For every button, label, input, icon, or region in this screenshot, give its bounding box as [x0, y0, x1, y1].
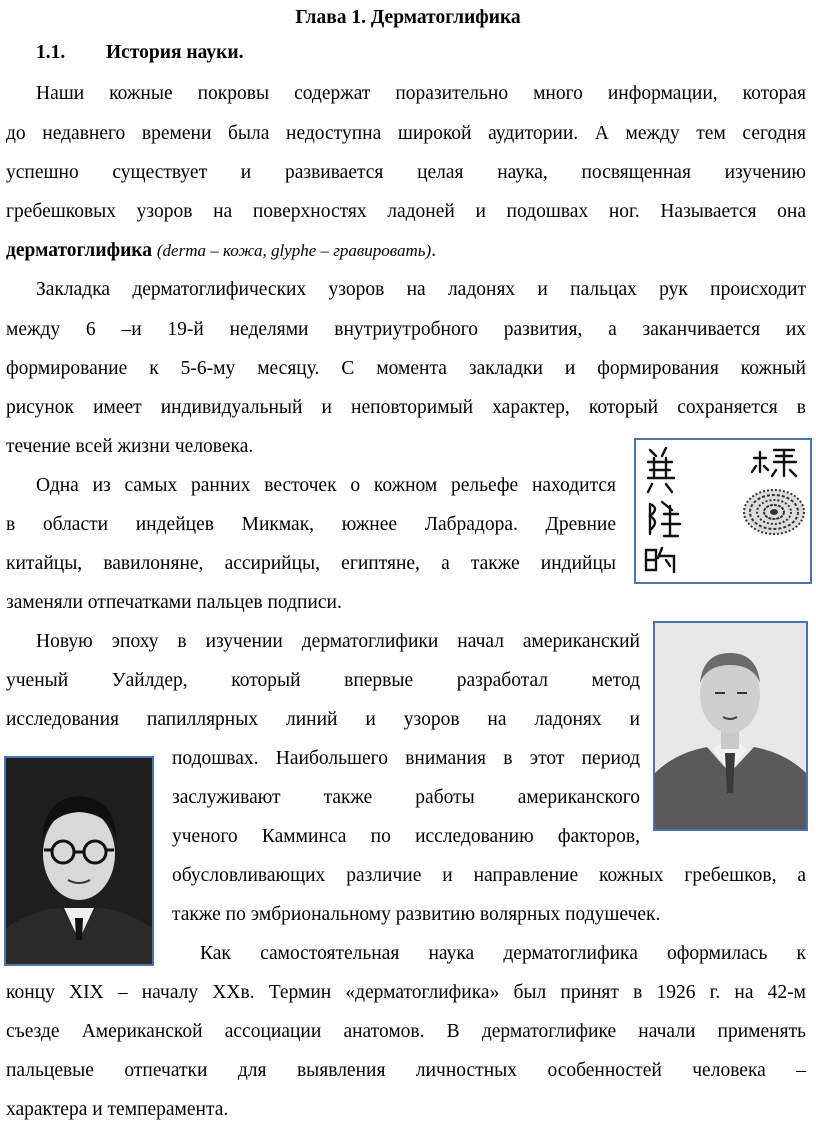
chinese-seal-image: [634, 438, 812, 584]
portrait-photo-icon: [655, 623, 806, 829]
p4-line-8: также по эмбриональному развитию волярных подушечек.: [172, 904, 661, 925]
p4-line-3: исследования папиллярных линий и узоров на ладонях и: [6, 709, 640, 730]
p1-line-5: [6, 239, 436, 263]
p5-line-4: пальцевые отпечатки для выявления личностных особенностей человека –: [6, 1060, 806, 1081]
p4-line-7: обусловливающих различие и направление кожных гребешков, а: [172, 865, 806, 886]
p5-line-1: Как самостоятельная наука дерматоглифика оформилась к: [200, 943, 806, 964]
etymology: (derma – кожа, glyphe – гравировать): [156, 241, 432, 260]
wilder-portrait: [653, 621, 808, 831]
p2-line-4: рисунок имеет индивидуальный и неповторимый характер, который сохраняется в: [6, 397, 806, 418]
p5-line-2: концу XIX – началу XXв. Термин «дерматоглифика» был принят в 1926 г. на 42-м: [6, 982, 806, 1003]
p3-line-4: заменяли отпечатками пальцев подписи.: [6, 592, 342, 613]
p1-line-2: до недавнего времени была недоступна широкой аудитории. А между тем сегодня: [6, 123, 806, 144]
chinese-characters-fingerprint-icon: [636, 440, 810, 582]
p4-line-6: ученого Камминса по исследованию факторов,: [172, 826, 640, 847]
cummins-portrait: [4, 756, 154, 966]
p4-line-5: заслуживают также работы американского: [172, 787, 640, 808]
p3-line-1: Одна из самых ранних весточек о кожном рельефе находится: [36, 475, 616, 496]
term-dermatoglyphics: дерматоглифика: [6, 240, 152, 261]
p1-line-4: гребешковых узоров на поверхностях ладоней и подошвах ног. Называется она: [6, 201, 806, 222]
p2-line-5: течение всей жизни человека.: [6, 436, 254, 457]
p2-line-3: формирование к 5-6-му месяцу. С момента закладки и формирования кожный: [6, 358, 806, 379]
p3-line-3: китайцы, вавилоняне, ассирийцы, египтяне, а также индийцы: [6, 553, 616, 574]
p4-line-2: ученый Уайлдер, который впервые разработал метод: [6, 670, 640, 691]
chapter-title: Глава 1. Дерматоглифика: [295, 7, 521, 28]
p2-line-1: Закладка дерматоглифических узоров на ладонях и пальцах рук происходит: [36, 279, 806, 300]
portrait-photo-icon: [6, 758, 152, 964]
p4-line-1: Новую эпоху в изучении дерматоглифики начал американский: [36, 631, 640, 652]
p3-line-2: в области индейцев Микмак, южнее Лабрадора. Древние: [6, 514, 616, 535]
p1-end: .: [431, 240, 437, 261]
section-title: История науки.: [106, 42, 244, 63]
p1-line-1: Наши кожные покровы содержат поразительно много информации, которая: [36, 83, 806, 104]
p5-line-3: съезде Американской ассоциации анатомов. В дерматоглифике начали применять: [6, 1021, 806, 1042]
p4-line-4: подошвах. Наибольшего внимания в этот период: [172, 748, 640, 769]
p1-line-3: успешно существует и развивается целая наука, посвященная изучению: [6, 162, 806, 183]
p2-line-2: между 6 –и 19-й неделями внутриутробного развития, а заканчивается их: [6, 319, 806, 340]
p5-line-5: характера и темперамента.: [6, 1099, 229, 1120]
section-number: 1.1.: [36, 42, 66, 63]
